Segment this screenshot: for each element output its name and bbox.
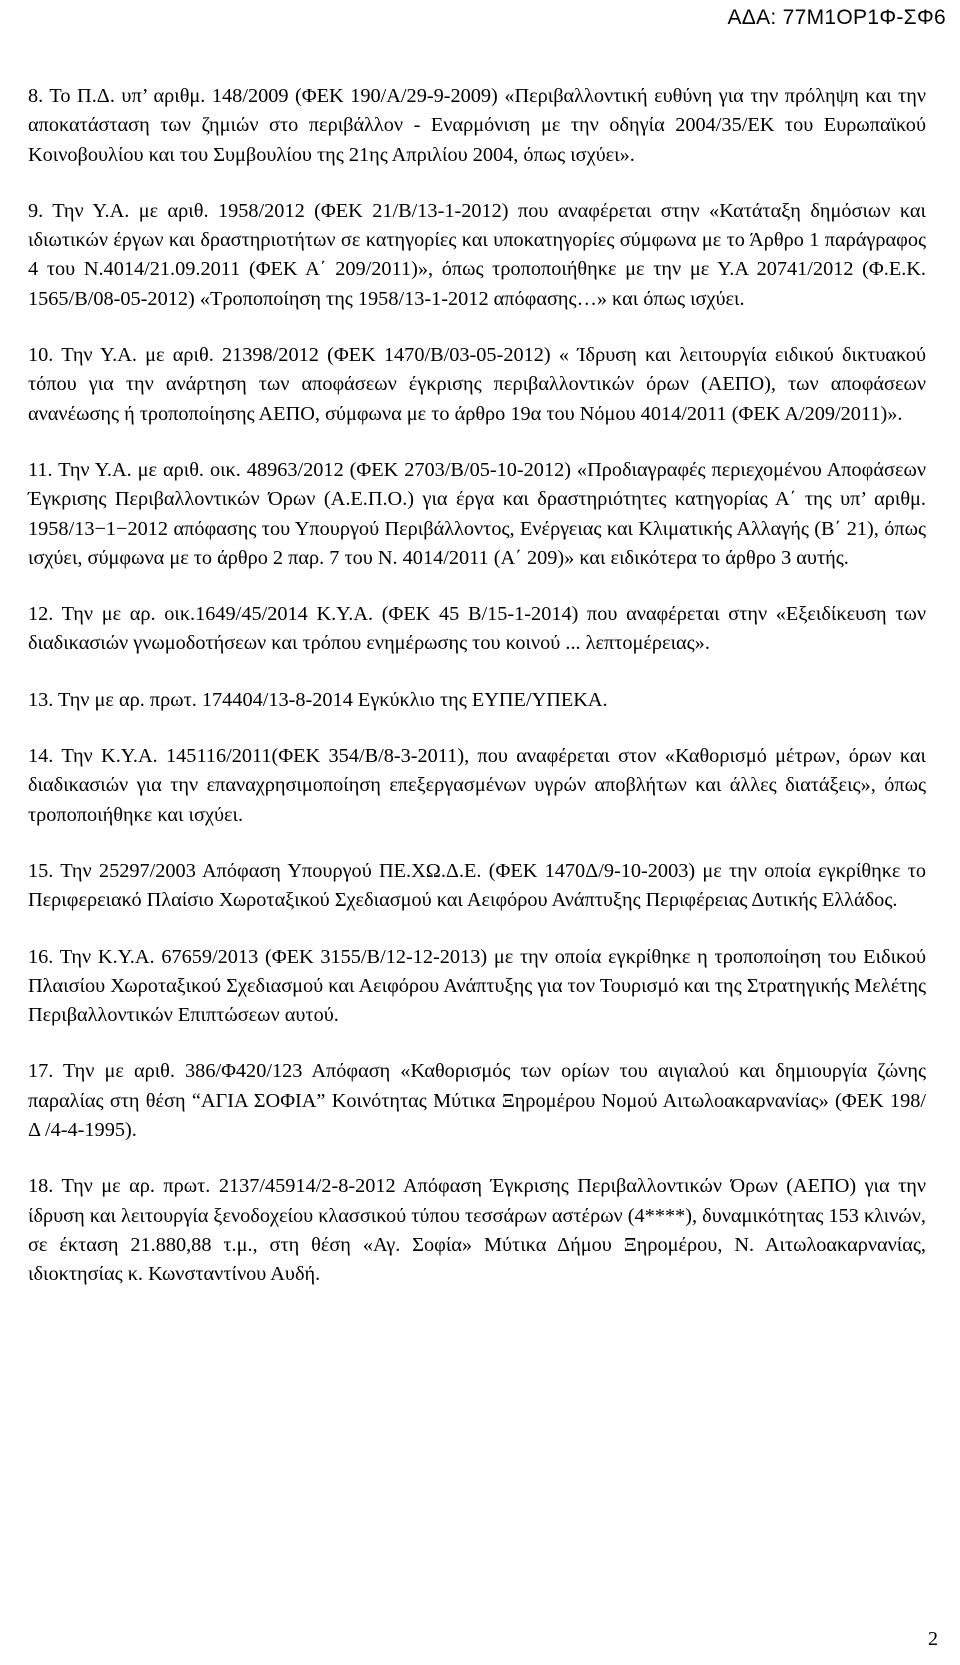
list-item-17: 17. Την με αριθ. 386/Φ420/123 Απόφαση «Καθορισμός των ορίων του αιγιαλού και δημιουργία ζώνης παραλίας στη θέση “ΑΓΙΑ ΣΟΦΙΑ” Κοινότητας Μύτικα Ξηρομέρου Νομού Αιτωλοακαρνανίας» (ΦΕΚ 198/ Δ /4-4-1995). xyxy=(28,1060,926,1142)
list-item-8: 8. Το Π.Δ. υπ’ αριθμ. 148/2009 (ΦΕΚ 190/Α/29-9-2009) «Περιβαλλοντική ευθύνη για την πρόληψη και την αποκατάσταση των ζημιών στο περιβάλλον - Εναρμόνιση με την οδηγία 2004/35/ΕΚ του Ευρωπαϊκού Κοινοβουλίου και του Συμβουλίου της 21ης Απριλίου 2004, όπως ισχύει». xyxy=(28,85,926,166)
list-item-11: 11. Την Υ.Α. με αριθ. οικ. 48963/2012 (ΦΕΚ 2703/Β/05-10-2012) «Προδιαγραφές περιεχομένου Αποφάσεων Έγκρισης Περιβαλλοντικών Όρων (Α.Ε.Π.Ο.) για έργα και δραστηριότητες κατηγορίας Α΄ της υπ’ αριθμ. 1958/13−1−2012 απόφασης του Υπουργού Περιβάλλοντος, Ενέργειας και Κλιματικής Αλλαγής (Β΄ 21), όπως ισχύει, σύμφωνα με το άρθρο 2 παρ. 7 του Ν. 4014/2011 (Α΄ 209)» και ειδικότερα το άρθρο 3 αυτής. xyxy=(28,458,926,569)
list-item-16: 16. Την Κ.Υ.Α. 67659/2013 (ΦΕΚ 3155/Β/12-12-2013) με την οποία εγκρίθηκε η τροποποίηση του Ειδικού Πλαισίου Χωροταξικού Σχεδιασμού και Αειφόρου Ανάπτυξης για τον Τουρισμό και της Στρατηγικής Μελέτης Περιβαλλοντικών Επιπτώσεων αυτού. xyxy=(28,945,926,1027)
list-item-14: 14. Την Κ.Υ.Α. 145116/2011(ΦΕΚ 354/Β/8-3-2011), που αναφέρεται στον «Καθορισμό μέτρων, όρων και διαδικασιών για την επαναχρησιμοποίηση επεξεργασμένων υγρών αποβλήτων και άλλες διατάξεις», όπως τροποποιήθηκε και ισχύει. xyxy=(28,745,926,826)
document-body xyxy=(28,82,926,1317)
list-item-13: 13. Την με αρ. πρωτ. 174404/13-8-2014 Εγκύκλιο της ΕΥΠΕ/ΥΠΕΚΑ. xyxy=(28,688,608,711)
list-item-18: 18. Την με αρ. πρωτ. 2137/45914/2-8-2012 Απόφαση Έγκρισης Περιβαλλοντικών Όρων (ΑΕΠΟ) για την ίδρυση και λειτουργία ξενοδοχείου κλασσικού τύπου τεσσάρων αστέρων (4****), δυναμικότητας 153 κλινών, σε έκταση 21.880,88 τ.μ., στη θέση «Αγ. Σοφία» Μύτικα Δήμου Ξηρομέρου, Ν. Αιτωλοακαρνανίας, ιδιοκτησίας κ. Κωνσταντίνου Αυδή. xyxy=(28,1175,926,1286)
list-item-12: 12. Την με αρ. οικ.1649/45/2014 Κ.Υ.Α. (ΦΕΚ 45 Β/15-1-2014) που αναφέρεται στην «Εξειδίκευση των διαδικασιών γνωμοδοτήσεων και τρόπου ενημέρωσης του κοινού ... λεπτομέρειας». xyxy=(28,603,926,655)
list-item-15: 15. Την 25297/2003 Απόφαση Υπουργού ΠΕ.ΧΩ.Δ.Ε. (ΦΕΚ 1470Δ/9-10-2003) με την οποία εγκρίθηκε το Περιφερειακό Πλαίσιο Χωροταξικού Σχεδιασμού και Αειφόρου Ανάπτυξης Περιφέρειας Δυτικής Ελλάδος. xyxy=(28,859,926,912)
list-item-10: 10. Την Υ.Α. με αριθ. 21398/2012 (ΦΕΚ 1470/Β/03-05-2012) « Ίδρυση και λειτουργία ειδικού δικτυακού τόπου για την ανάρτηση των αποφάσεων έγκρισης περιβαλλοντικών όρων (ΑΕΠΟ), των αποφάσεων ανανέωσης ή τροποποίησης ΑΕΠΟ, σύμφωνα με το άρθρο 19α του Νόμου 4014/2011 (ΦΕΚ Α/209/2011)». xyxy=(28,344,926,425)
list-item-9: 9. Την Υ.Α. με αριθ. 1958/2012 (ΦΕΚ 21/Β/13-1-2012) που αναφέρεται στην «Κατάταξη δημόσιων και ιδιωτικών έργων και δραστηριοτήτων σε κατηγορίες και υποκατηγορίες σύμφωνα με το Άρθρο 1 παράγραφος 4 του Ν.4014/21.09.2011 (ΦΕΚ Α΄ 209/2011)», όπως τροποποιήθηκε με την με Υ.Α 20741/2012 (Φ.Ε.Κ. 1565/Β/08-05-2012) «Τροποποίηση της 1958/13-1-2012 απόφασης…» και όπως ισχύει. xyxy=(28,199,926,310)
ada-header: ΑΔΑ: 77Μ1ΟΡ1Φ-ΣΦ6 xyxy=(727,6,946,29)
page-number: 2 xyxy=(928,1628,938,1650)
